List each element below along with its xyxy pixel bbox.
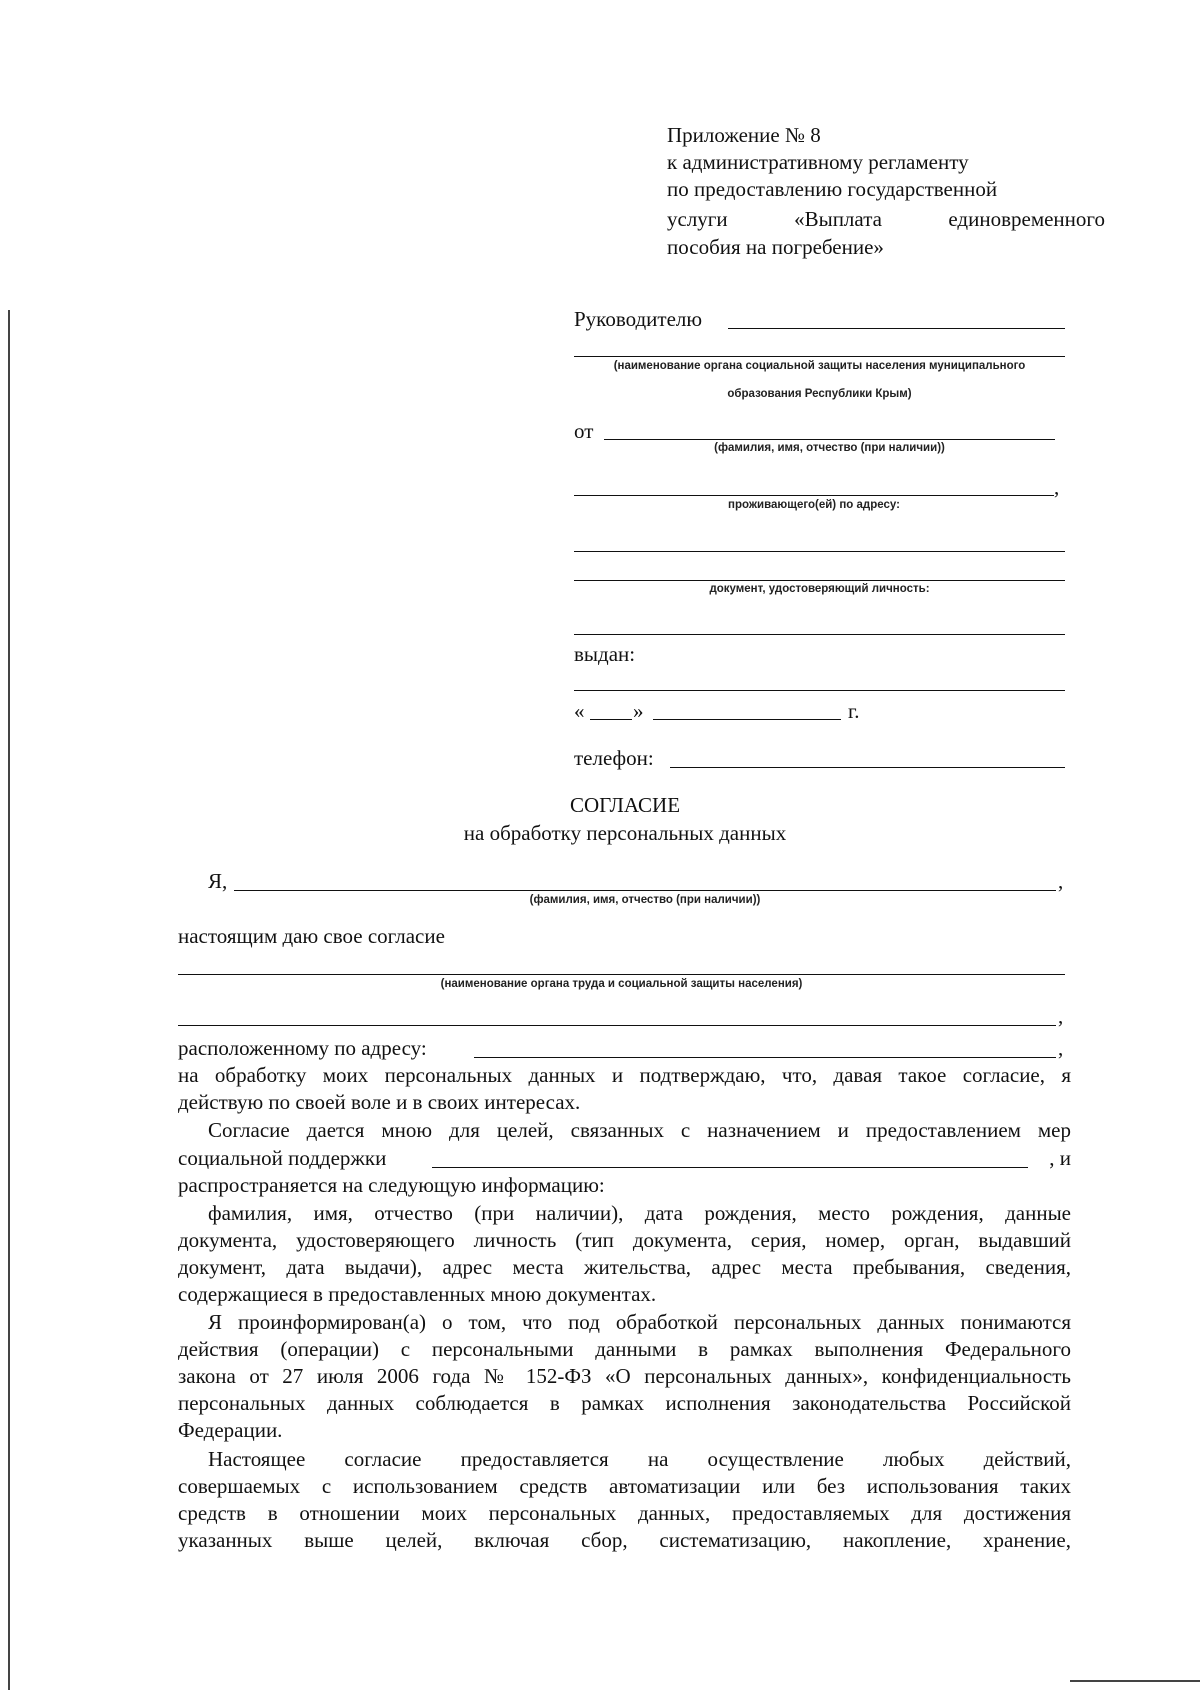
paragraph-3-line-2: документа, удостоверяющего личность (тип документа, серия, номер, орган, выдавший [178,1228,1071,1252]
document-title: СОГЛАСИЕ [569,793,681,817]
paragraph-3-line-3: документ, дата выдачи), адрес места жительства, адрес места пребывания, сведения, [178,1255,1071,1279]
scan-corner-line [1070,1680,1200,1682]
social-support-field[interactable] [432,1167,1028,1168]
paragraph-4-line-5: Федерации. [178,1418,283,1442]
appendix-word: услуги [667,207,728,231]
consenter-fio-caption: (фамилия, имя, отчество (при наличии)) [529,894,761,906]
consent-label: настоящим даю свое согласие [178,924,445,948]
phone-label: телефон: [574,746,654,770]
paragraph-2-end: , и [1049,1146,1071,1170]
date-close-quote: » [633,699,644,723]
appendix-line-4 [667,206,1105,232]
paragraph-2-label: социальной поддержки [178,1146,387,1170]
applicant-fio-caption: (фамилия, имя, отчество (при наличии)) [714,442,945,454]
consent-address-field[interactable] [474,1057,1056,1058]
paragraph-3-line-1: фамилия, имя, отчество (при наличии), дата рождения, место рождения, данные [208,1201,1071,1225]
issue-month-year-field[interactable] [653,719,841,720]
address-field-2[interactable] [574,580,1065,581]
org-name-field[interactable] [574,356,1065,357]
paragraph-4-line-1: Я проинформирован(а) о том, что под обработкой персональных данных понимаются [208,1310,1071,1334]
address-field-1[interactable] [574,551,1065,552]
blank-comma: , [1058,1004,1064,1028]
appendix-line-2: к административному регламенту [667,150,969,174]
to-label: Руководителю [574,307,703,331]
org-caption-2: образования Республики Крым) [727,388,912,400]
comma: , [1054,475,1060,499]
address-label: расположенному по адресу: [178,1036,427,1060]
paragraph-5-line-3: средств в отношении моих персональных данных, предоставляемых для достижения [178,1501,1071,1525]
appendix-word: «Выплата [794,207,882,231]
address-comma: , [1058,1036,1064,1060]
org-caption-1: (наименование органа социальной защиты населения муниципального [613,360,1026,372]
i-label: Я, [208,869,228,893]
consent-org-extra-field[interactable] [178,1025,1056,1026]
issued-by-field[interactable] [574,690,1065,691]
appendix-line-3: по предоставлению государственной [667,177,998,201]
issue-day-field[interactable] [590,719,632,720]
paragraph-1-line-2: действую по своей воле и в своих интересах. [178,1090,581,1114]
paragraph-2-line-3: распространяется на следующую информацию: [178,1173,605,1197]
recipient-name-field[interactable] [728,328,1065,329]
paragraph-2-line-1: Согласие дается мною для целей, связанных с назначением и предоставлением мер [208,1118,1071,1142]
address-caption: проживающего(ей) по адресу: [728,499,900,511]
id-doc-field[interactable] [574,634,1065,635]
applicant-extra-field[interactable] [574,495,1054,496]
paragraph-4-line-3: закона от 27 июля 2006 года № 152-ФЗ «О персональных данных», конфиденциальность [178,1364,1071,1388]
document-subtitle: на обработку персональных данных [463,821,787,845]
phone-field[interactable] [670,767,1065,768]
paragraph-5-line-4: указанных выше целей, включая сбор, систематизацию, накопление, хранение, [178,1528,1071,1552]
year-suffix: г. [848,699,860,723]
scan-margin-line [8,310,10,1690]
paragraph-5-line-2: совершаемых с использованием средств автоматизации или без использования таких [178,1474,1071,1498]
from-label: от [574,419,594,443]
consenter-name-field[interactable] [234,890,1056,891]
date-open-quote: « [574,699,585,723]
applicant-name-field[interactable] [604,439,1055,440]
issued-label: выдан: [574,642,636,666]
appendix-line-5: пособия на погребение» [667,235,884,259]
paragraph-4-line-4: персональных данных соблюдается в рамках исполнения законодательства Российской [178,1391,1071,1415]
i-comma: , [1058,869,1064,893]
consent-org-field[interactable] [178,974,1065,975]
appendix-word: единовременного [948,207,1105,231]
id-doc-caption: документ, удостоверяющий личность: [709,583,930,595]
paragraph-1-line-1: на обработку моих персональных данных и подтверждаю, что, давая такое согласие, я [178,1063,1071,1087]
paragraph-4-line-2: действия (операции) с персональными данными в рамках выполнения Федерального [178,1337,1071,1361]
consent-org-caption: (наименование органа труда и социальной защиты населения) [440,978,803,990]
paragraph-5-line-1: Настоящее согласие предоставляется на осуществление любых действий, [208,1447,1071,1471]
paragraph-3-line-4: содержащиеся в предоставленных мною документах. [178,1282,657,1306]
appendix-number: Приложение № 8 [667,123,821,147]
